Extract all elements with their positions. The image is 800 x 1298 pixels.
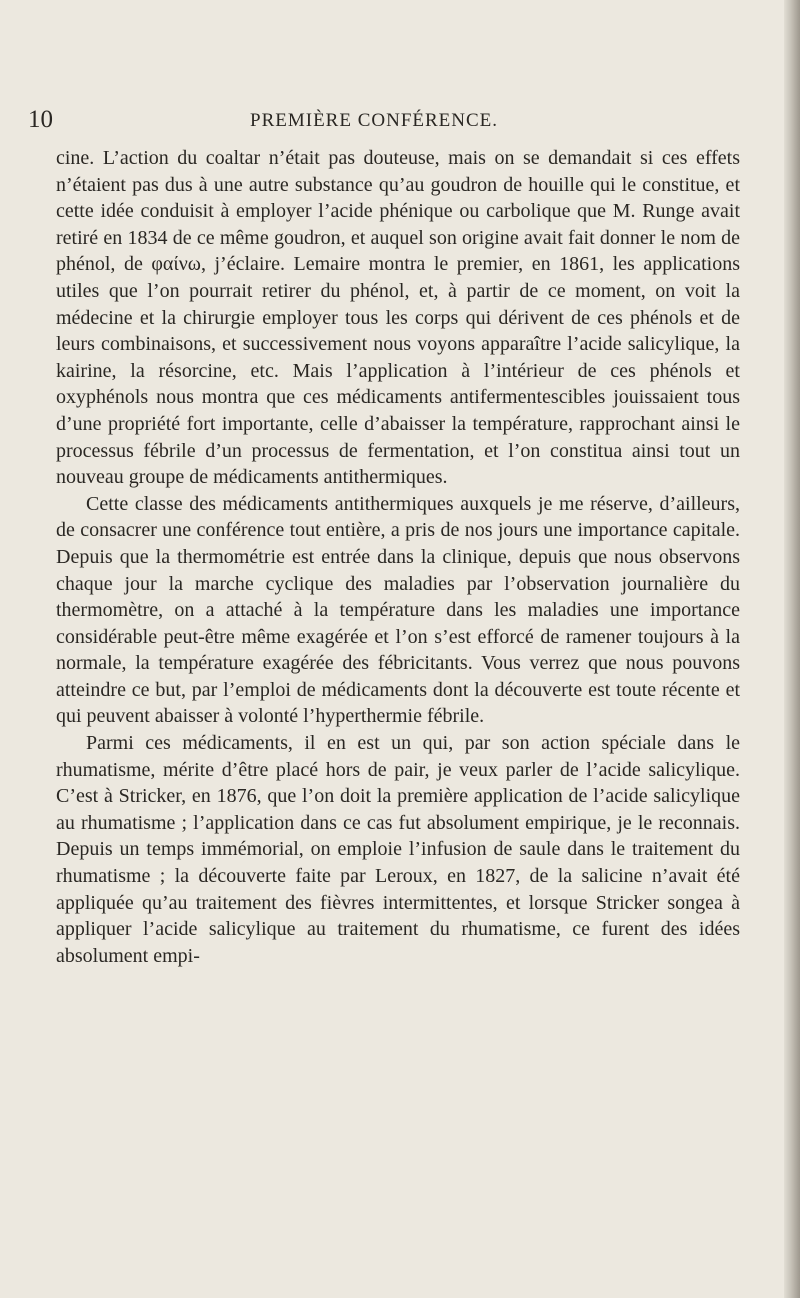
- page-number: 10: [28, 106, 53, 133]
- running-title: PREMIÈRE CONFÉRENCE.: [250, 110, 499, 131]
- page-header: [28, 106, 768, 140]
- paragraph-3: Parmi ces médicaments, il en est un qui, par son action spéciale dans le rhumatisme, mérite d’être placé hors de pair, je veux parler de l’acide salicylique. C’est à Stricker, en 1876, que l’on doit la première application de l’acide salicylique au rhumatisme ; l’application dans ce cas fut absolument empirique, je le reconnais. Depuis un temps immémorial, on emploie l’infusion de saule dans le traitement du rhumatisme ; la découverte faite par Leroux, en 1827, de la salicine n’avait été appliquée qu’au traitement des fièvres intermittentes, et lorsque Stricker songea à appliquer l’acide salicylique au traitement du rhumatisme, ce furent des idées absolument empi-: [56, 732, 740, 967]
- paragraph-2: Cette classe des médicaments antithermiques auxquels je me réserve, d’ailleurs, de consacrer une conférence tout entière, a pris de nos jours une importance capitale. Depuis que la thermométrie est entrée dans la clinique, depuis que nous observons chaque jour la marche cyclique des maladies par l’observation journalière du thermomètre, on a attaché à la température dans les maladies une importance considérable peut-être même exagérée et l’on s’est efforcé de ramener toujours à la normale, la température exagérée des fébricitants. Vous verrez que nous pouvons atteindre ce but, par l’emploi de médicaments dont la découverte est toute récente et qui peuvent abaisser à volonté l’hyperthermie fébrile.: [56, 492, 740, 728]
- body-text: [56, 145, 740, 969]
- page-edge-shadow: [784, 0, 800, 1298]
- paragraph-1: cine. L’action du coaltar n’était pas douteuse, mais on se demandait si ces effets n’étaient pas dus à une autre substance qu’au goudron de houille qui le constitue, et cette idée conduisit à employer l’acide phénique ou carbolique que M. Runge avait retiré en 1834 de ce même goudron, et auquel son origine avait fait donner le nom de phénol, de φαίνω, j’éclaire. Lemaire montra le premier, en 1861, les applications utiles que l’on pourrait retirer du phénol, et, à partir de ce moment, on voit la médecine et la chirurgie employer tous les corps qui dérivent de ces phénols et de leurs combinaisons, et successivement nous voyons apparaître l’acide salicylique, la kairine, la résorcine, etc. Mais l’application à l’intérieur de ces phénols et oxyphénols nous montra que ces médicaments antifermentescibles jouissaient tous d’une propriété fort importante, celle d’abaisser la température, rapprochant ainsi le processus fébrile d’un processus de fermentation, et l’on constitua ainsi tout un nouveau groupe de médicaments antithermiques.: [56, 147, 740, 489]
